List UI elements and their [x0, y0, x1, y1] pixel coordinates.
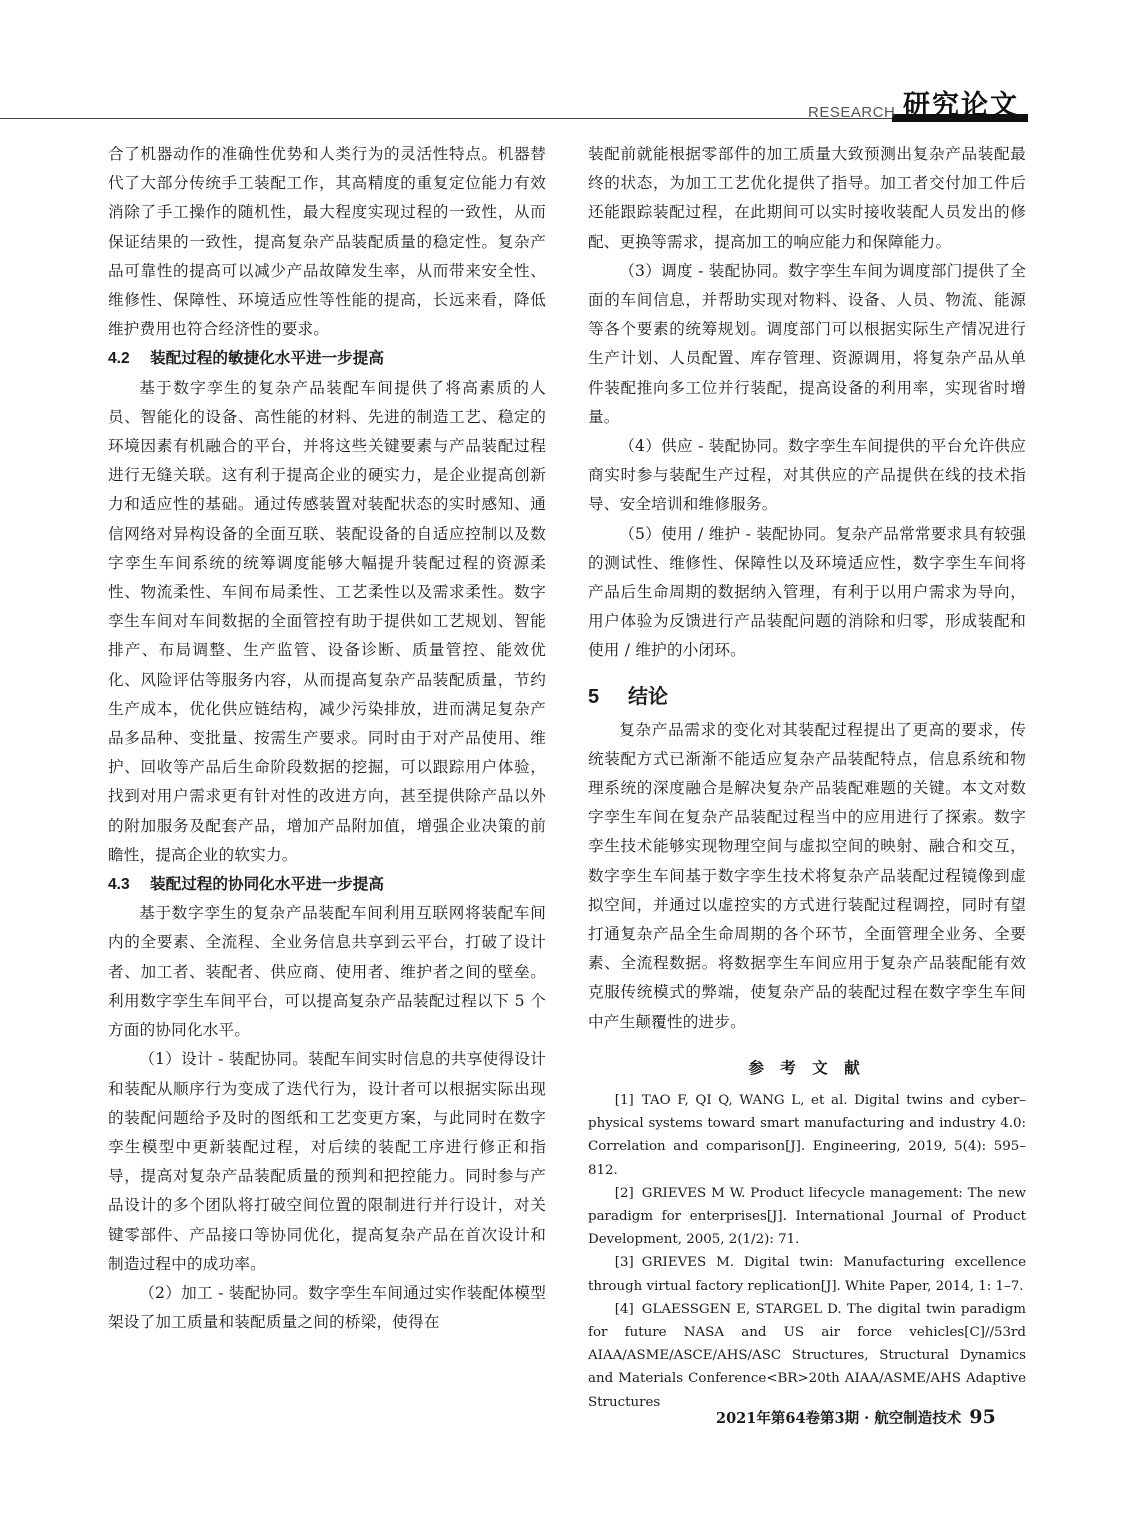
- reference-text: GLAESSGEN E, STARGEL D. The digital twin paradigm for future NASA and US air force vehicles[C]//53rd AIAA/ASME/ASCE/AHS/ASC Structures, Structural Dynamics and Materials Conference<BR>20th AIAA/ASME/AHS Adaptive Structures: [588, 1301, 1026, 1410]
- paragraph: （1）设计 - 装配协同。装配车间实时信息的共享使得设计和装配从顺序行为变成了迭代行为，设计者可以根据实际出现的装配问题给予及时的图纸和工艺变更方案，与此同时在数字孪生模型中更新装配过程，对后续的装配工序进行修正和指导，提高对复杂产品装配质量的预判和把控能力。同时参与产品设计的多个团队将打破空间位置的限制进行并行设计，对关键零部件、产品接口等协同优化，提高复杂产品在首次设计和制造过程中的成功率。: [108, 1050, 546, 1273]
- reference-number: [4]: [614, 1301, 634, 1317]
- header-english-label: RESEARCH: [808, 104, 896, 121]
- reference-text: GRIEVES M W. Product lifecycle management: The new paradigm for enterprises[J]. International Journal of Product Development, 2005, 2(1/2): 71.: [588, 1185, 1026, 1248]
- reference-item: [588, 1251, 1026, 1297]
- reference-number: [2]: [614, 1185, 634, 1201]
- paragraph: （3）调度 - 装配协同。数字孪生车间为调度部门提供了全面的车间信息，并帮助实现对物料、设备、人员、物流、能源等各个要素的统筹规划。调度部门可以根据实际生产情况进行生产计划、人员配置、库存管理、资源调用，将复杂产品从单件装配推向多工位并行装配，提高设备的利用率，实现省时增量。: [588, 261, 1026, 426]
- left-column: [108, 140, 546, 1337]
- section-heading-5: [588, 682, 1026, 712]
- section-heading-4-2: [108, 344, 546, 373]
- reference-number: [3]: [614, 1255, 634, 1271]
- paragraph: 合了机器动作的准确性优势和人类行为的灵活性特点。机器替代了大部分传统手工装配工作，其高精度的重复定位能力有效消除了手工操作的随机性，最大程度实现过程的一致性，从而保证结果的一致性，提高复杂产品装配质量的稳定性。复杂产品可靠性的提高可以减少产品故障发生率，从而带来安全性、维修性、保障性、环境适应性等性能的提高，长远来看，降低维护费用也符合经济性的要求。: [108, 145, 546, 339]
- references-title: 参 考 文 献: [748, 1059, 866, 1077]
- header-rule: [0, 118, 892, 119]
- paragraph: 基于数字孪生的复杂产品装配车间利用互联网将装配车间内的全要素、全流程、全业务信息共享到云平台，打破了设计者、加工者、装配者、供应商、使用者、维护者之间的壁垒。利用数字孪生车间平台，可以提高复杂产品装配过程以下 5 个方面的协同化水平。: [108, 904, 546, 1040]
- reference-number: [1]: [614, 1092, 634, 1108]
- paragraph: （5）使用 / 维护 - 装配协同。复杂产品常常要求具有较强的测试性、维修性、保障性以及环境适应性，数字孪生车间将产品后生命周期的数据纳入管理，有利于以用户需求为导向，用户体验为反馈进行产品装配问题的消除和归零，形成装配和使用 / 维护的小闭环。: [588, 524, 1026, 660]
- reference-text: GRIEVES M. Digital twin: Manufacturing excellence through virtual factory replication[J]. White Paper, 2014, 1: 1–7.: [588, 1255, 1026, 1294]
- paragraph: （2）加工 - 装配协同。数字孪生车间通过实作装配体模型架设了加工质量和装配质量之间的桥梁，使得在: [108, 1283, 546, 1332]
- section-heading-4-3: [108, 870, 546, 899]
- reference-item: [588, 1298, 1026, 1414]
- right-column: [588, 140, 1026, 1414]
- page-footer: [716, 1406, 996, 1428]
- section-number: 4.3: [108, 876, 130, 894]
- section-title: 装配过程的协同化水平进一步提高: [150, 876, 384, 894]
- section-number: 5: [588, 685, 600, 708]
- paragraph: 基于数字孪生的复杂产品装配车间提供了将高素质的人员、智能化的设备、高性能的材料、先进的制造工艺、稳定的环境因素有机融合的平台，并将这些关键要素与产品装配过程进行无缝关联。这有利于提高企业的硬实力，是企业提高创新力和适应性的基础。通过传感装置对装配状态的实时感知、通信网络对异构设备的全面互联、装配设备的自适应控制以及数字孪生车间系统的统筹调度能够大幅提升装配过程的资源柔性、物流柔性、车间布局柔性、工艺柔性以及需求柔性。数字孪生车间对车间数据的全面管控有助于提供如工艺规划、智能排产、布局调整、生产监管、设备诊断、质量管控、能效优化、风险评估等服务内容，从而提高复杂产品装配质量，节约生产成本，优化供应链结构，减少污染排放，进而满足复杂产品多品种、变批量、按需生产要求。同时由于对产品使用、维护、回收等产品后生命阶段数据的挖掘，可以跟踪用户体验，找到对用户需求更有针对性的改进方向，甚至提供除产品以外的附加服务及配套产品，增加产品附加值，增强企业决策的前瞻性，提高企业的软实力。: [108, 378, 546, 864]
- paragraph: 复杂产品需求的变化对其装配过程提出了更高的要求，传统装配方式已渐渐不能适应复杂产品装配特点，信息系统和物理系统的深度融合是解决复杂产品装配难题的关键。本文对数字孪生车间在复杂产品装配过程当中的应用进行了探索。数字孪生技术能够实现物理空间与虚拟空间的映射、融合和交互，数字孪生车间基于数字孪生技术将复杂产品装配过程镜像到虚拟空间，并通过以虚控实的方式进行装配过程调控，同时有望打通复杂产品全生命周期的各个环节，全面管理全业务、全要素、全流程数据。将数据孪生车间应用于复杂产品装配能有效克服传统模式的弊端，使复杂产品的装配过程在数字孪生车间中产生颠覆性的进步。: [588, 720, 1026, 1031]
- header-section-title: 研究论文: [903, 90, 1019, 121]
- reference-item: [588, 1089, 1026, 1182]
- reference-text: TAO F, QI Q, WANG L, et al. Digital twins and cyber–physical systems toward smart manufacturing and industry 4.0: Correlation and comparison[J]. Engineering, 2019, 5(4): 595–812.: [588, 1092, 1026, 1178]
- paragraph: （4）供应 - 装配协同。数字孪生车间提供的平台允许供应商实时参与装配生产过程，对其供应的产品提供在线的技术指导、安全培训和维修服务。: [588, 437, 1026, 514]
- section-title: 结论: [628, 685, 668, 708]
- page-number: 95: [969, 1406, 996, 1428]
- journal-issue: 2021年第64卷第3期 · 航空制造技术: [716, 1410, 962, 1427]
- section-number: 4.2: [108, 350, 130, 368]
- paragraph: 装配前就能根据零部件的加工质量大致预测出复杂产品装配最终的状态，为加工工艺优化提供了指导。加工者交付加工件后还能跟踪装配过程，在此期间可以实时接收装配人员发出的修配、更换等需求，提高加工的响应能力和保障能力。: [588, 145, 1026, 251]
- section-title: 装配过程的敏捷化水平进一步提高: [150, 350, 384, 368]
- reference-item: [588, 1182, 1026, 1252]
